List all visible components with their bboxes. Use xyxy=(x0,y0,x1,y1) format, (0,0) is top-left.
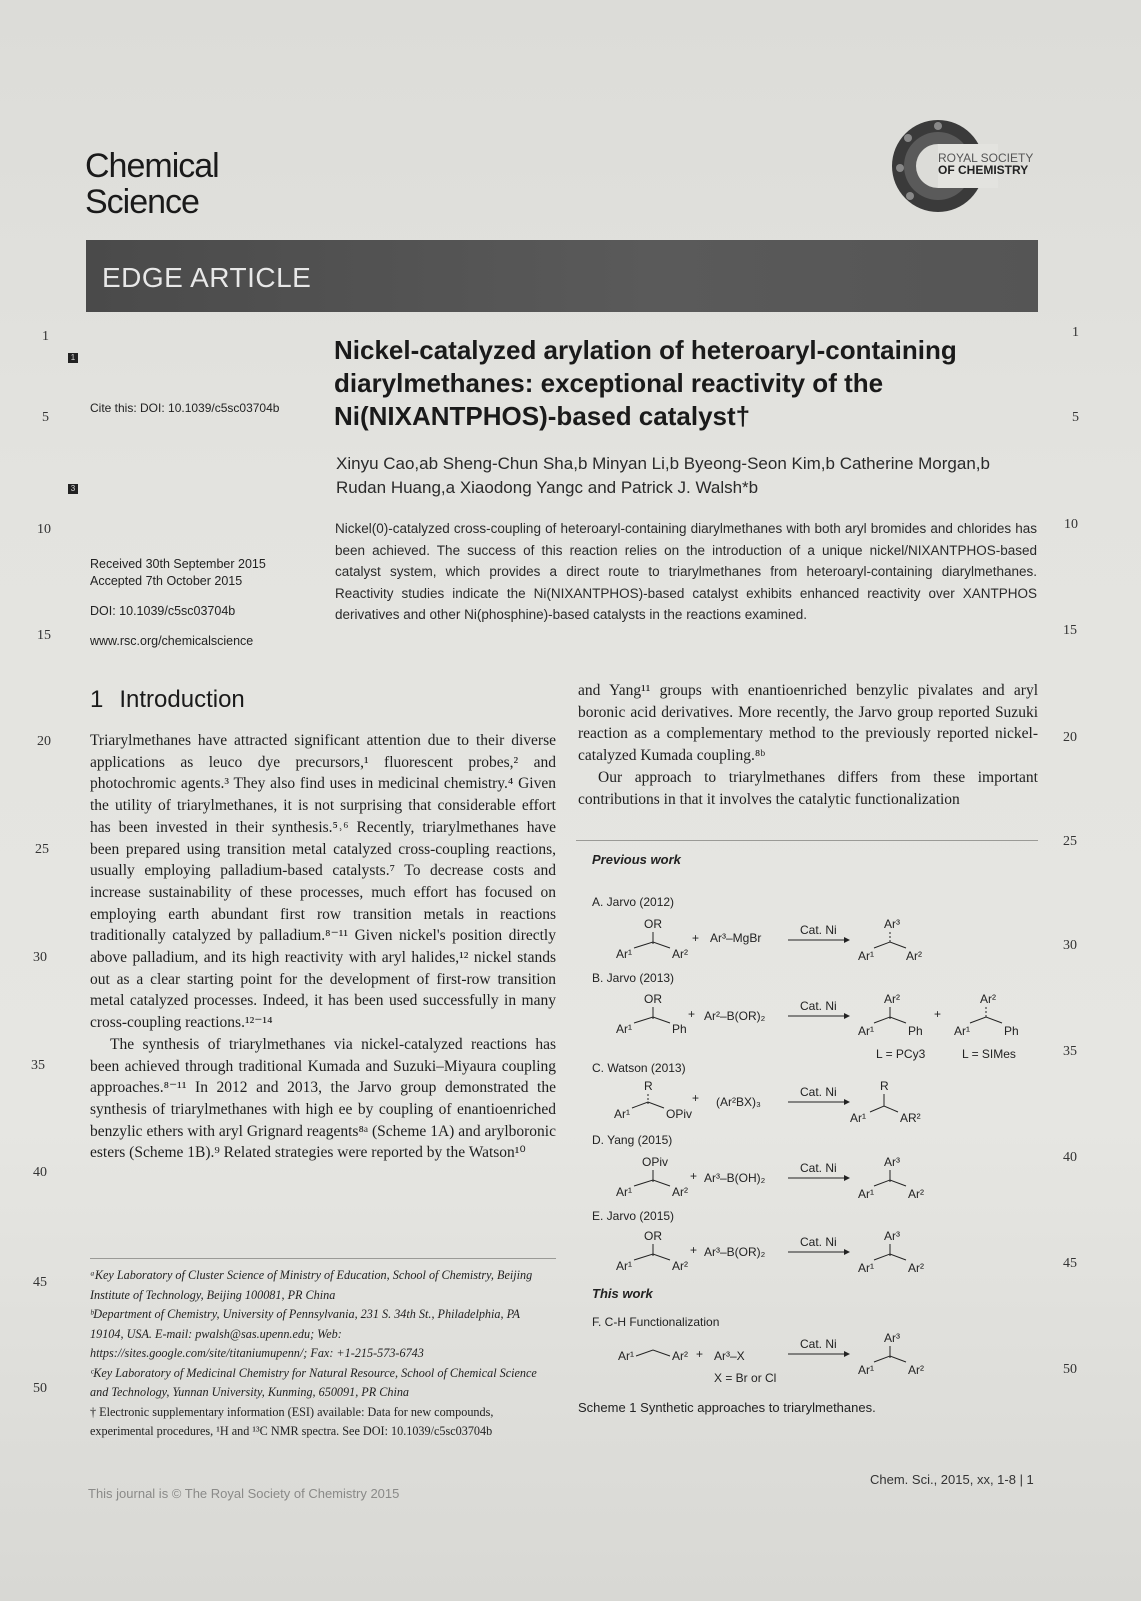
footnotes xyxy=(90,1266,556,1442)
svg-text:Ar³: Ar³ xyxy=(884,1229,900,1243)
svg-text:+: + xyxy=(692,1091,700,1105)
svg-text:L = PCy3: L = PCy3 xyxy=(876,1047,926,1061)
svg-text:+: + xyxy=(690,1169,698,1183)
svg-text:Ar¹: Ar¹ xyxy=(616,947,632,961)
svg-text:Ar²: Ar² xyxy=(672,1259,688,1273)
svg-text:Ar²: Ar² xyxy=(908,1261,924,1275)
scheme-f-label: F. C-H Functionalization xyxy=(592,1315,720,1329)
svg-text:Ar²: Ar² xyxy=(672,947,688,961)
line-number: 30 xyxy=(33,950,47,965)
line-number: 40 xyxy=(33,1165,47,1180)
footnote-affiliation: ᶜKey Laboratory of Medicinal Chemistry for Natural Resource, School of Chemical Science and Technology, Yunnan University, Kunming, 650091, PR China xyxy=(90,1365,537,1399)
svg-text:OPiv: OPiv xyxy=(666,1107,693,1121)
line-number: 50 xyxy=(33,1381,47,1396)
svg-text:+: + xyxy=(696,1347,704,1361)
svg-text:AR²: AR² xyxy=(900,1111,921,1125)
svg-text:X = Br or Cl: X = Br or Cl xyxy=(714,1371,777,1385)
svg-text:Cat. Ni: Cat. Ni xyxy=(800,923,837,937)
scheme-this-work-label: This work xyxy=(592,1286,653,1301)
scheme-a-reaction xyxy=(616,917,922,963)
journal-name: Chemical Science xyxy=(85,147,219,221)
scheme-1-diagram xyxy=(578,848,1044,1386)
svg-text:Ar¹: Ar¹ xyxy=(616,1185,632,1199)
scheme-d-label: D. Yang (2015) xyxy=(592,1133,673,1147)
crop-mark-icon: 3 xyxy=(68,484,78,494)
svg-text:Ar¹: Ar¹ xyxy=(858,1187,874,1201)
abstract: Nickel(0)-catalyzed cross-coupling of heteroaryl-containing diarylmethanes with both aryl bromides and chlorides has been achieved. The success of this reaction relies on the introduction of a unique nickel/NIXANTPHOS-based catalyst system, which provides a direct route to triarylmethanes from heteroaryl-containing diarylmethanes. Reactivity studies indicate the Ni(NIXANTPHOS)-based catalyst exhibits enhanced reactivity over XANTPHOS derivatives and other Ni(phosphine)-based catalysts in the reactions examined. xyxy=(335,521,1037,622)
svg-text:Ph: Ph xyxy=(908,1024,923,1038)
svg-text:Ar²: Ar² xyxy=(672,1185,688,1199)
crop-mark-icon: 1 xyxy=(68,353,78,363)
svg-text:OR: OR xyxy=(644,992,662,1006)
scheme-top-rule xyxy=(576,840,1038,841)
line-number: 35 xyxy=(31,1058,45,1073)
line-number: 1 xyxy=(42,329,49,344)
svg-text:R: R xyxy=(880,1079,889,1093)
line-number: 50 xyxy=(1063,1362,1077,1377)
svg-text:(Ar²BX)₃: (Ar²BX)₃ xyxy=(716,1095,761,1109)
line-number: 20 xyxy=(37,734,51,749)
line-number: 10 xyxy=(1064,517,1078,532)
footnote-affiliation: ᵃKey Laboratory of Cluster Science of Ministry of Education, School of Chemistry, Beijing Institute of Technology, Beijing 100081, PR China xyxy=(90,1268,533,1302)
svg-text:Ar³: Ar³ xyxy=(884,917,900,931)
line-number: 1 xyxy=(1072,325,1079,340)
journal-url[interactable]: www.rsc.org/chemicalscience xyxy=(90,634,254,648)
svg-text:R: R xyxy=(644,1079,653,1093)
svg-text:Ar²: Ar² xyxy=(908,1187,924,1201)
authors: Xinyu Cao,ab Sheng-Chun Sha,b Minyan Li,b Byeong-Seon Kim,b Catherine Morgan,b Rudan Huang,a Xiaodong Yangc and Patrick J. Walsh*b xyxy=(336,454,990,497)
svg-text:+: + xyxy=(690,1243,698,1257)
copyright-footer: This journal is © The Royal Society of Chemistry 2015 xyxy=(88,1486,400,1501)
line-number: 30 xyxy=(1063,938,1077,953)
accepted-date: Accepted 7th October 2015 xyxy=(90,574,243,588)
svg-text:Ar²: Ar² xyxy=(906,949,922,963)
svg-text:L = SIMes: L = SIMes xyxy=(962,1047,1016,1061)
svg-text:Ar³–MgBr: Ar³–MgBr xyxy=(710,931,762,945)
svg-text:Ar²: Ar² xyxy=(908,1363,924,1377)
svg-text:Ar³–B(OR)₂: Ar³–B(OR)₂ xyxy=(704,1245,766,1259)
svg-text:Cat. Ni: Cat. Ni xyxy=(800,1161,837,1175)
svg-text:+: + xyxy=(692,931,700,945)
scheme-c-label: C. Watson (2013) xyxy=(592,1061,686,1075)
scheme-b-reaction xyxy=(616,992,1019,1061)
svg-text:Ar³–X: Ar³–X xyxy=(714,1349,745,1363)
scheme-a-label: A. Jarvo (2012) xyxy=(592,895,675,909)
article-title: Nickel-catalyzed arylation of heteroaryl-containing diarylmethanes: exceptional reactivity of the Ni(NIXANTPHOS)-based catalyst† xyxy=(334,335,957,431)
intro-paragraph: and Yang¹¹ groups with enantioenriched benzylic pivalates and aryl boronic acid derivatives. More recently, the Jarvo group reported Suzuki reaction as a complementary method to the previously reported nickel-catalyzed Kumada coupling.⁸ᵇ xyxy=(578,682,1038,765)
intro-paragraph: The synthesis of triarylmethanes via nickel-catalyzed reactions has been achieved through traditional Kumada and Suzuki–Miyaura coupling approaches.⁸⁻¹¹ In 2012 and 2013, the Jarvo group demonstrated the synthesis of triarylmethanes with high ee by coupling of enantioenriched benzylic ethers with aryl Grignard reagents⁸ᵃ (Scheme 1A) and arylboronic esters (Scheme 1B).⁹ Related strategies were reported by the Watson¹⁰ xyxy=(90,1035,556,1162)
svg-text:Cat. Ni: Cat. Ni xyxy=(800,1085,837,1099)
scheme-caption: Scheme 1 Synthetic approaches to triarylmethanes. xyxy=(578,1400,876,1415)
scheme-b-label: B. Jarvo (2013) xyxy=(592,971,675,985)
intro-paragraph: Triarylmethanes have attracted significant attention due to their diverse applications as leuco dye precursors,¹ fluorescent probes,² and photochromic agents.³ They also find uses in medicinal chemistry.⁴ Given the utility of triarylmethanes, it is not surprising that considerable effort has been invested in their synthesis.⁵˒⁶ Recently, triarylmethanes have been prepared using transition metal catalyzed cross-coupling reactions, usually employing palladium-based catalysts.⁷ To decrease costs and increase sustainability of these processes, much effort has focused on employing earth abundant first row transition metals in reactions traditionally catalyzed by palladium.⁸⁻¹¹ Given nickel's position directly above palladium, and its high reactivity with aryl halides,¹² nickel stands out as a clear starting point for the development of first-row transition metal catalyzed processes. Indeed, it has been used successfully in many cross-coupling reactions.¹²⁻¹⁴ xyxy=(90,732,556,1032)
svg-text:Ph: Ph xyxy=(672,1022,687,1036)
line-number: 15 xyxy=(37,628,51,643)
line-number: 45 xyxy=(33,1275,47,1290)
svg-text:Ar¹: Ar¹ xyxy=(618,1349,634,1363)
footnote-affiliation: ᵇDepartment of Chemistry, University of Pennsylvania, 231 S. 34th St., Philadelphia, PA 19104, USA. E-mail: pwalsh@sas.upenn.edu; Web: https://sites.google.com/site/titaniumupenn/; Fax: +1-215-573-6743 xyxy=(90,1307,520,1360)
svg-text:Ph: Ph xyxy=(1004,1024,1019,1038)
scheme-e-reaction xyxy=(616,1229,924,1275)
svg-text:Ar¹: Ar¹ xyxy=(850,1111,866,1125)
page-footer: Chem. Sci., 2015, xx, 1-8 | 1 xyxy=(870,1472,1034,1487)
svg-text:Ar²: Ar² xyxy=(980,992,996,1006)
svg-text:Ar¹: Ar¹ xyxy=(858,1363,874,1377)
footnote-esi: † Electronic supplementary information (ESI) available: Data for new compounds, experimental procedures, ¹H and ¹³C NMR spectra. See DOI: 10.1039/c5sc03704b xyxy=(90,1404,494,1438)
svg-text:+: + xyxy=(688,1007,696,1021)
svg-text:Ar¹: Ar¹ xyxy=(858,1024,874,1038)
svg-text:Ar¹: Ar¹ xyxy=(954,1024,970,1038)
svg-text:Cat. Ni: Cat. Ni xyxy=(800,1337,837,1351)
svg-text:Ar¹: Ar¹ xyxy=(614,1107,630,1121)
svg-text:Cat. Ni: Cat. Ni xyxy=(800,1235,837,1249)
svg-text:Ar³: Ar³ xyxy=(884,1331,900,1345)
svg-text:OR: OR xyxy=(644,1229,662,1243)
intro-column-left xyxy=(90,730,556,1164)
svg-text:Ar²: Ar² xyxy=(884,992,900,1006)
svg-text:Ar¹: Ar¹ xyxy=(858,1261,874,1275)
svg-text:OR: OR xyxy=(644,917,662,931)
intro-column-right xyxy=(578,680,1038,810)
svg-text:+: + xyxy=(934,1007,942,1021)
intro-paragraph: Our approach to triarylmethanes differs from these important contributions in that it involves the catalytic functionalization xyxy=(578,768,1038,808)
line-number: 35 xyxy=(1063,1044,1077,1059)
line-number: 25 xyxy=(35,842,49,857)
scheme-d-reaction xyxy=(616,1155,924,1201)
line-number: 20 xyxy=(1063,730,1077,745)
doi: DOI: 10.1039/c5sc03704b xyxy=(90,604,236,618)
cite-this: Cite this: DOI: 10.1039/c5sc03704b xyxy=(90,401,280,415)
line-number: 10 xyxy=(37,522,51,537)
svg-text:OPiv: OPiv xyxy=(642,1155,669,1169)
scheme-e-label: E. Jarvo (2015) xyxy=(592,1209,675,1223)
svg-text:Ar¹: Ar¹ xyxy=(616,1259,632,1273)
svg-text:Ar²: Ar² xyxy=(672,1349,688,1363)
svg-text:Ar²–B(OR)₂: Ar²–B(OR)₂ xyxy=(704,1009,766,1023)
footnote-rule xyxy=(90,1258,556,1259)
line-number: 15 xyxy=(1063,623,1077,638)
line-number: 25 xyxy=(1063,834,1077,849)
scheme-c-reaction xyxy=(614,1079,921,1125)
publisher-name: ROYAL SOCIETY OF CHEMISTRY xyxy=(938,151,1034,177)
line-number: 5 xyxy=(42,410,49,425)
scheme-f-reaction xyxy=(618,1331,924,1385)
line-number: 5 xyxy=(1072,410,1079,425)
svg-text:Ar³: Ar³ xyxy=(884,1155,900,1169)
svg-text:Ar¹: Ar¹ xyxy=(858,949,874,963)
svg-text:Ar³–B(OH)₂: Ar³–B(OH)₂ xyxy=(704,1171,766,1185)
line-number: 45 xyxy=(1063,1256,1077,1271)
svg-text:Ar¹: Ar¹ xyxy=(616,1022,632,1036)
svg-text:Cat. Ni: Cat. Ni xyxy=(800,999,837,1013)
line-number: 40 xyxy=(1063,1150,1077,1165)
article-type-banner: EDGE ARTICLE xyxy=(86,240,1038,312)
received-date: Received 30th September 2015 xyxy=(90,557,266,571)
scheme-previous-label: Previous work xyxy=(592,852,681,867)
section-heading: 1 Introduction xyxy=(90,686,245,713)
